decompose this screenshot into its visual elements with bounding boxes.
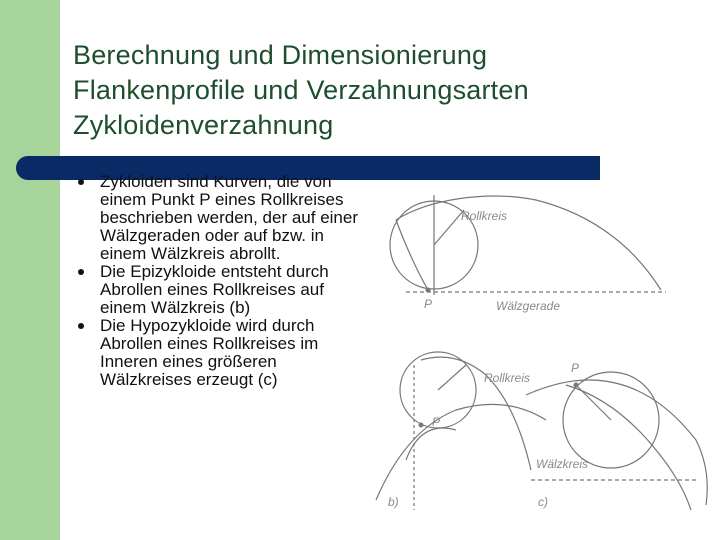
bullet-item: Zykloiden sind Kurven, die von einem Punkt P eines Rollkreises beschrieben werden, der auf einer Wälzgeraden oder auf bzw. in einem Wälzkreis abrollt.	[76, 173, 366, 263]
cycloid-figure	[366, 180, 720, 520]
top-point-p	[426, 288, 431, 293]
title-line-2: Flankenprofile und Verzahnungsarten	[73, 75, 529, 105]
bullet-item: Die Epizykloide entsteht durch Abrollen eines Rollkreises auf einem Wälzkreis (b)	[76, 263, 366, 317]
label-b: b)	[388, 495, 399, 509]
c-radius-line	[576, 385, 611, 420]
label-b-rollkreis: Rollkreis	[484, 371, 531, 385]
bullet-list	[76, 173, 366, 389]
c-point-p	[574, 383, 579, 388]
bullet-item: Die Hypozykloide wird durch Abrollen eines Rollkreises im Inneren eines größeren Wälzkreises erzeugt (c)	[76, 317, 366, 389]
b-radius-line	[438, 365, 466, 390]
label-c-p: P	[571, 361, 580, 375]
top-cycloid-left	[396, 220, 428, 290]
label-b-p: P	[432, 415, 441, 429]
slide-title	[73, 38, 713, 143]
label-walzgerade: Wälzgerade	[496, 299, 561, 313]
top-radius-line	[434, 210, 464, 245]
b-point-p	[419, 423, 424, 428]
b-walzkreis-arc	[376, 404, 546, 500]
title-line-3: Zykloidenverzahnung	[73, 110, 334, 140]
label-walzkreis: Wälzkreis	[536, 457, 589, 471]
label-top-p: P	[424, 297, 433, 311]
label-c: c)	[538, 495, 548, 509]
label-top-rollkreis: Rollkreis	[461, 209, 508, 223]
title-line-1: Berechnung und Dimensionierung	[73, 40, 488, 70]
c-hypocycloid-curve	[566, 385, 691, 510]
